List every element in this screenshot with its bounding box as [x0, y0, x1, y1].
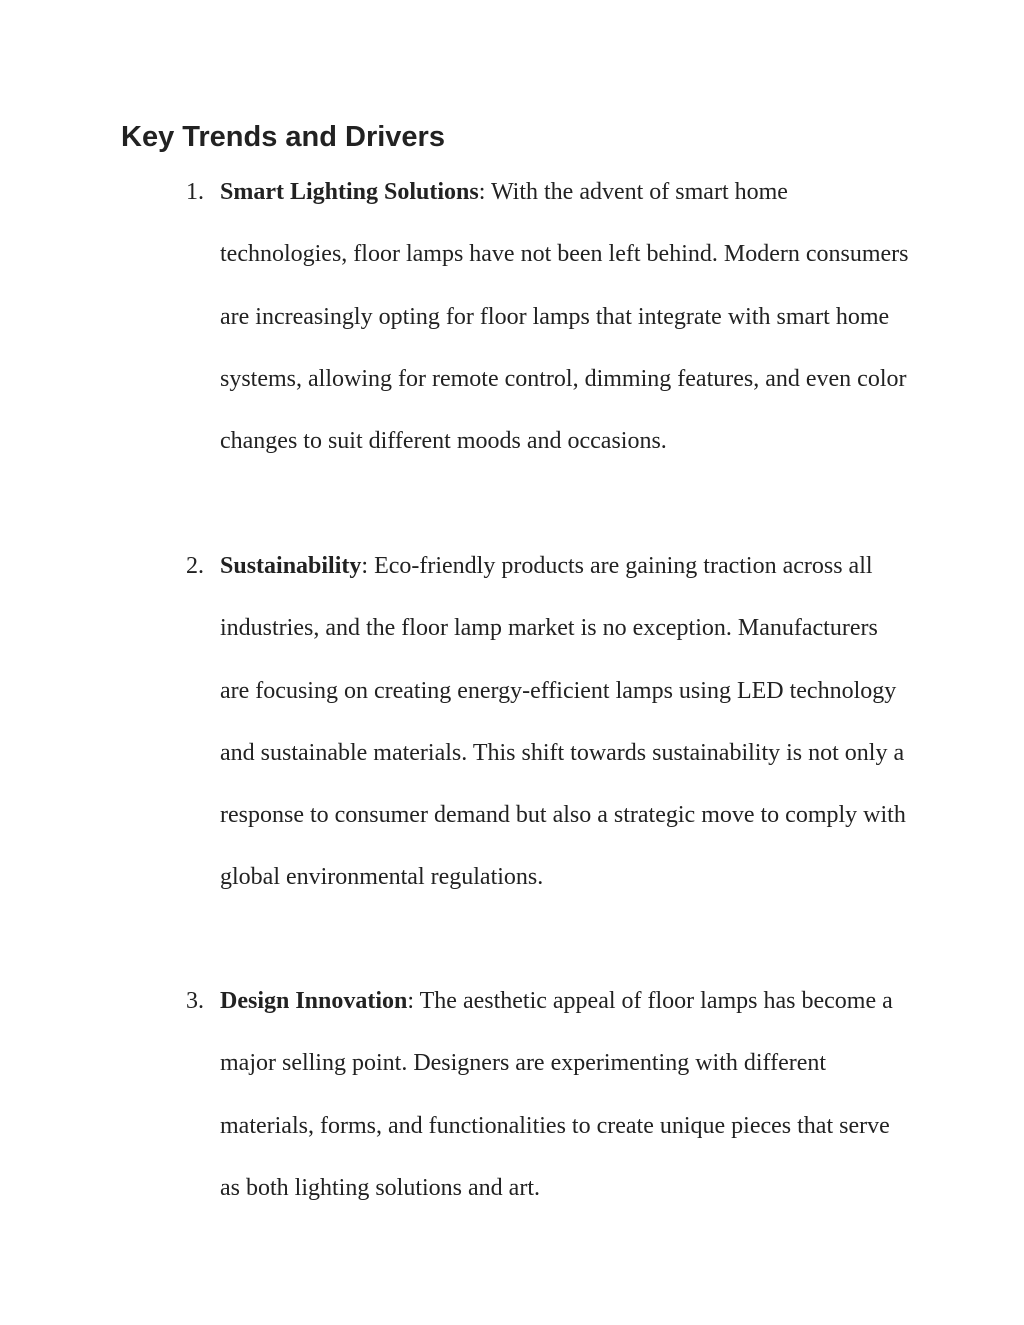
list-marker: 2. — [186, 553, 204, 579]
list-item-title: Smart Lighting Solutions — [220, 179, 479, 205]
list-item-body: With the advent of smart home technologies, floor lamps have not been left behind. Modern consumers are increasingly opting for floor lamps that integrate with smart home systems, allowing for remote control, dimming features, and even color changes to suit different moods and occasions. — [220, 179, 909, 455]
section-heading: Key Trends and Drivers — [121, 121, 445, 153]
list-item-body: Eco-friendly products are gaining traction across all industries, and the floor lamp market is no exception. Manufacturers are focusing on creating energy-efficient lamps using LED technology and sustainable materials. This shift towards sustainability is not only a response to consumer demand but also a strategic move to comply with global environmental regulations. — [220, 553, 906, 891]
list-marker: 1. — [186, 179, 204, 205]
list-item-separator: : — [361, 553, 369, 579]
list-item-text — [220, 535, 910, 909]
list-item-title: Sustainability — [220, 553, 362, 579]
list-item-separator: : — [478, 179, 486, 205]
list-marker: 3. — [186, 988, 204, 1014]
list-item-separator: : — [407, 988, 415, 1014]
list-item-body: The aesthetic appeal of floor lamps has become a major selling point. Designers are experimenting with different materials, forms, and functionalities to create unique pieces that serve as both lighting solutions and art. — [220, 988, 893, 1201]
list-item-text — [220, 970, 910, 1219]
list-item-title: Design Innovation — [220, 988, 408, 1014]
list-item-text — [220, 161, 910, 472]
